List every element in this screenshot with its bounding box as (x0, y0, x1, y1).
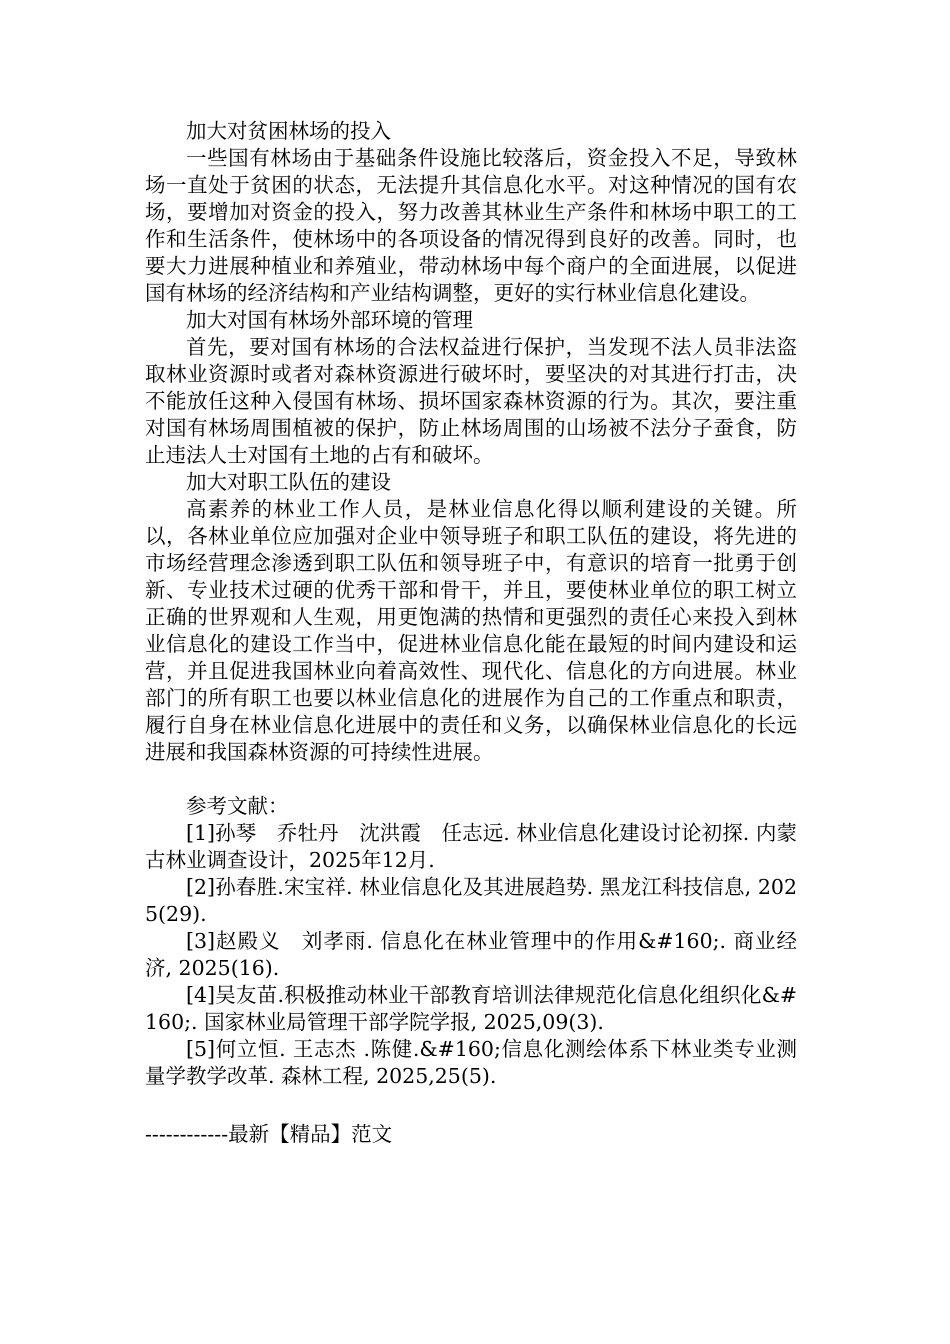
section-gap (145, 766, 797, 793)
reference-item-1: [1]孙琴 乔牡丹 沈洪霞 任志远. 林业信息化建设讨论初探. 内蒙古林业调查设计，2025年12月. (145, 821, 797, 872)
references-title: 参考文献： (186, 794, 289, 818)
document-page (145, 118, 797, 1090)
section-heading-external-environment: 加大对国有林场外部环境的管理 (186, 308, 473, 332)
section-heading-staff-construction: 加大对职工队伍的建设 (186, 470, 391, 494)
reference-item-5: [5]何立恒. 王志杰 .陈健.&#160;信息化测绘体系下林业类专业测量学教学改革. 森林工程, 2025,25(5). (145, 1037, 797, 1088)
reference-item-3: [3]赵殿义 刘孝雨. 信息化在林业管理中的作用&#160;. 商业经济, 2025(16). (145, 929, 797, 980)
section-heading-poor-forest-farms: 加大对贫困林场的投入 (186, 119, 391, 143)
section-body-external-environment: 首先，要对国有林场的合法权益进行保护，当发现不法人员非法盗取林业资源时或者对森林资源进行破坏时，要坚决的对其进行打击，决不能放任这种入侵国有林场、损坏国家森林资源的行为。其次，要注重对国有林场周围植被的保护，防止林场周围的山场被不法分子蚕食，防止违法人士对国有土地的占有和破坏。 (145, 335, 797, 467)
reference-item-4: [4]吴友苗.积极推动林业干部教育培训法律规范化信息化组织化&#160;. 国家林业局管理干部学院学报, 2025,09(3). (145, 983, 797, 1034)
reference-item-2: [2]孙春胜.宋宝祥. 林业信息化及其进展趋势. 黑龙江科技信息, 2025(29). (145, 875, 797, 926)
section-body-staff-construction: 高素养的林业工作人员，是林业信息化得以顺利建设的关键。所以，各林业单位应加强对企业中领导班子和职工队伍的建设，将先进的市场经营理念渗透到职工队伍和领导班子中，有意识的培育一批勇于创新、专业技术过硬的优秀干部和骨干，并且，要使林业单位的职工树立正确的世界观和人生观，用更饱满的热情和更强烈的责任心来投入到林业信息化的建设工作当中，促进林业信息化能在最短的时间内建设和运营，并且促进我国林业向着高效性、现代化、信息化的方向进展。林业部门的所有职工也要以林业信息化的进展作为自己的工作重点和职责，履行自身在林业信息化进展中的责任和义务，以确保林业信息化的长远进展和我国森林资源的可持续性进展。 (145, 497, 797, 764)
section-body-poor-forest-farms: 一些国有林场由于基础条件设施比较落后，资金投入不足，导致林场一直处于贫困的状态，无法提升其信息化水平。对这种情况的国有农场，要增加对资金的投入，努力改善其林业生产条件和林场中职工的工作和生活条件，使林场中的各项设备的情况得到良好的改善。同时，也要大力进展种植业和养殖业，带动林场中每个商户的全面进展，以促进国有林场的经济结构和产业结构调整，更好的实行林业信息化建设。 (145, 146, 797, 305)
footer-tagline: ------------最新【精品】范文 (145, 1122, 393, 1146)
